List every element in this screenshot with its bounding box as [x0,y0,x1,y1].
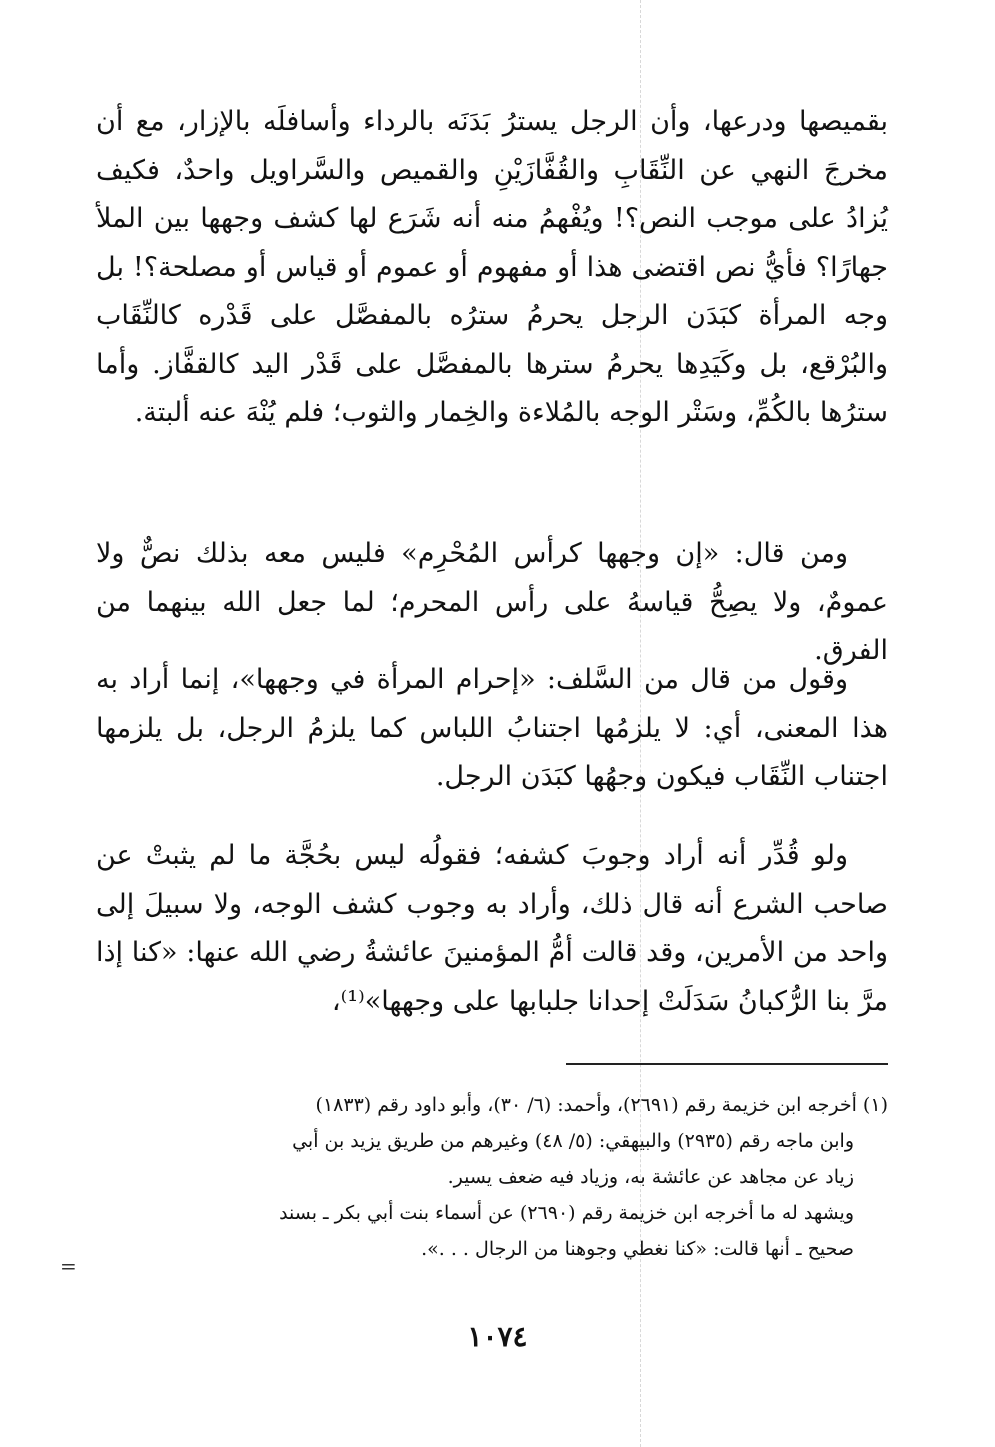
paragraph-2: ومن قال: «إن وجهها كرأس المُحْرِم» فليس معه بذلك نصٌّ ولا عمومٌ، ولا يصِحُّ قياسهُ على رأس المحرم؛ لما جعل الله بينهما من الفرق. [96,538,888,666]
footnote-line-5: صحيح ـ أنها قالت: «كنا نغطي وجوهنا من الرجال . . .». [421,1238,854,1260]
continuation-marker: = [60,1254,77,1278]
footnote-line-2: وابن ماجه رقم (٢٩٣٥) والبيهقي: (٥/ ٤٨) وغيرهم من طريق يزيد بن أبي [292,1130,854,1152]
footnote-line-3: زياد عن مجاهد عن عائشة به، وزياد فيه ضعف يسير. [447,1166,854,1188]
footnotes [96,1087,888,1267]
paragraph-1: بقميصها ودرعها، وأن الرجل يسترُ بَدَنَه بالرداء وأسافلَه بالإزار، مع أن مخرجَ النهي عن النِّقَابِ والقُفَّازَيْنِ والقميص والسَّراويل واحدٌ، فكيف يُزادُ على موجب النص؟! ويُفْهمُ منه أنه شَرَع لها كشف وجهها بين الملأ جهارًا؟ فأيُّ نص اقتضى هذا أو مفهوم أو عموم أو قياس أو مصلحة؟! بل وجه المرأة كبَدَن الرجل يحرمُ سترُه بالمفصَّل على قَدْره كالنِّقَاب والبُرْقع، بل وكَيَدِها يحرمُ سترها بالمفصَّل على قَدْر اليد كالقفَّاز. وأما سترُها بالكُمِّ، وسَتْر الوجه بالمُلاءة والخِمار والثوب؛ فلم يُنْهَ عنه ألبتة. [96,106,888,428]
page-number: ١٠٧٤ [467,1320,528,1353]
footnote-line-4: ويشهد له ما أخرجه ابن خزيمة رقم (٢٦٩٠) عن أسماء بنت أبي بكر ـ بسند [279,1202,854,1224]
footnote-separator [566,1063,888,1065]
paragraph-4: ولو قُدِّر أنه أراد وجوبَ كشفه؛ فقولُه ليس بحُجَّة ما لم يثبتْ عن صاحب الشرع أنه قال ذلك، وأراد به وجوب كشف الوجه، ولا سبيلَ إلى واحد من الأمرين، وقد قالت أمُّ المؤمنينَ عائشةُ رضي الله عنها: «كنا إذا مرَّ بنا الرُّكبانُ سَدَلَتْ إحدانا جلبابها على وجهها»⁽¹⁾، [96,840,888,1017]
paragraph-3: وقول من قال من السَّلف: «إحرام المرأة في وجهها»، إنما أراد به هذا المعنى، أي: لا يلزمُها اجتنابُ اللباس كما يلزمُ الرجل، بل يلزمها اجتناب النِّقَاب فيكون وجهُها كبَدَن الرجل. [96,664,888,792]
footnote-line-1: (١) أخرجه ابن خزيمة رقم (٢٦٩١)، وأحمد: (٦/ ٣٠)، وأبو داود رقم (١٨٣٣) [315,1094,888,1116]
